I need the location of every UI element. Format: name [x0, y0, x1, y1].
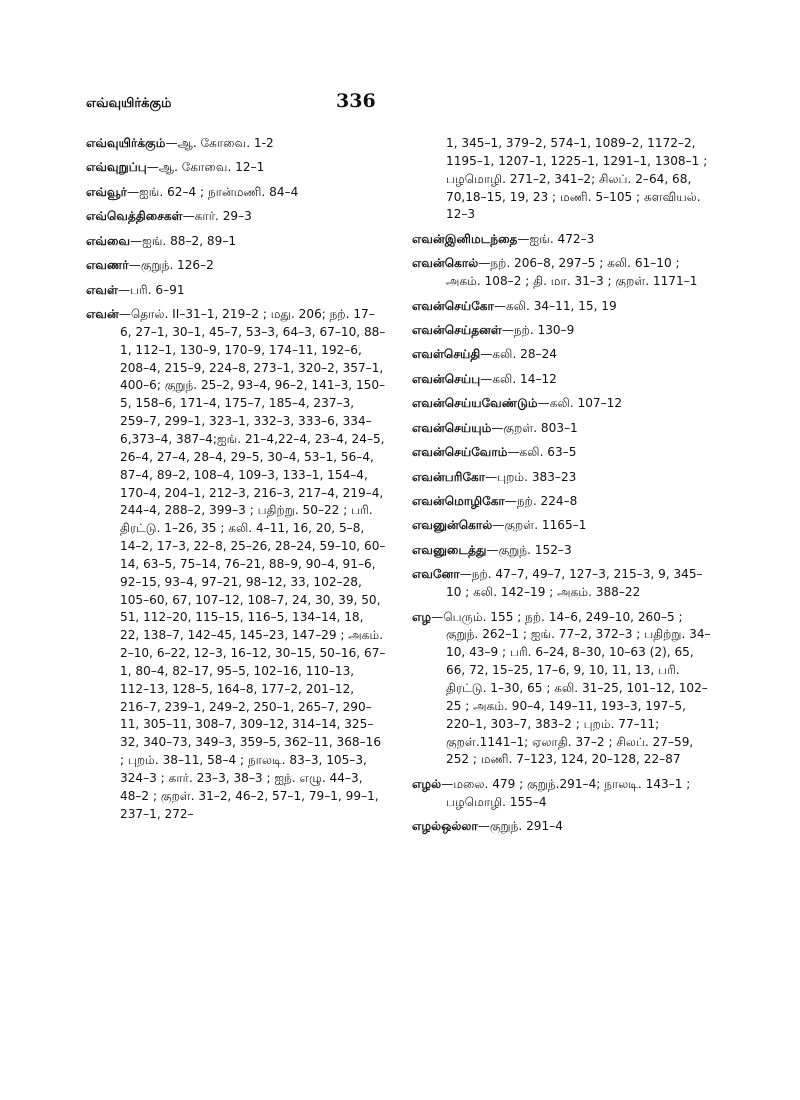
entry-references: —ஐங். 472–3 [517, 231, 595, 246]
entry-references: —குறுந். 152–3 [486, 542, 572, 557]
entry-headword: எவனோ [412, 567, 460, 582]
entry-headword: எவன்செய்தனள் [412, 322, 502, 337]
index-entry [412, 493, 716, 511]
entry-references: —கலி. 14–12 [480, 371, 557, 386]
index-entry [86, 306, 386, 823]
index-entry [412, 231, 716, 249]
index-entry [412, 420, 716, 438]
entry-headword: எவன்மொழிகோ [412, 494, 505, 509]
index-entry [412, 566, 716, 602]
entry-references: —ஆ. கோவை. 1-2 [165, 136, 274, 150]
entry-references: —நற். 130–9 [501, 322, 575, 337]
entry-headword: எவன்செய்கோ [412, 298, 494, 313]
index-entry [86, 184, 386, 202]
page-header [86, 90, 726, 120]
entry-references: —ஐங். 62–4 ; நான்மணி. 84–4 [126, 184, 299, 199]
page-number: 336 [336, 90, 376, 112]
index-entry [412, 346, 716, 364]
running-head: எவ்வுயிர்க்கும் [86, 96, 172, 111]
index-entry [86, 233, 386, 251]
index-entry [412, 818, 716, 836]
index-entry [86, 135, 386, 153]
index-entry [412, 609, 716, 770]
entry-headword: எவள்செய்தி [412, 347, 481, 362]
entry-headword: எழ [412, 609, 432, 624]
entry-references: —கலி. 107–12 [537, 396, 623, 411]
entry-headword: எவன்செய்யவேண்டும் [412, 396, 538, 411]
entry-headword: எவ்வூர் [86, 184, 127, 199]
index-entry [412, 542, 716, 560]
entry-references: —கலி. 63–5 [507, 445, 577, 460]
entry-references: —குறள். 803–1 [491, 420, 578, 435]
index-entry [412, 776, 716, 812]
entry-headword: எவ்வெத்திசைகள் [86, 209, 183, 224]
entry-headword: எவனுடைத்து [412, 542, 487, 557]
entry-headword: எவள் [86, 282, 118, 297]
entry-headword: எவணர் [86, 258, 129, 273]
entry-headword: எவன் [86, 307, 119, 322]
entry-headword: எவன்பரிகோ [412, 469, 486, 484]
index-entry [86, 282, 386, 300]
entry-headword: எவன்செய்பு [412, 371, 481, 386]
left-column [86, 135, 386, 830]
entry-headword: எவன்செய்வோம் [412, 445, 508, 460]
index-entry [412, 371, 716, 389]
entry-references: —தொல். II–31–1, 219–2 ; மது. 206; நற். 17–6, 27–1, 30–1, 45–7, 53–3, 64–3, 67–10, 88–1, 112–1, 130–9, 170–9, 174–11, 192–6, 208–4, 215–9, 224–8, 273–1, 320–2, 357–1, 400–6; குறுந். 25–2, 93–4, 96–2, 141–3, 150–5, 158–6, 171–4, 175–7, 185–4, 237–3, 259–7, 299–1, 323–1, 332–3, 333–6, 334–6,373–4, 387–4;ஐங். 21–4,22–4, 23–4, 24–5, 26–4, 27–4, 28–4, 29–5, 30–4, 53–1, 56–4, 87–4, 89–2, 108–4, 109–3, 133–1, 154–4, 170–4, 204–1, 212–3, 216–3, 217–4, 219–4, 244–4, 288–2, 399–3 ; பதிற்று. 50–22 ; பரி. திரட்டு. 1–26, 35 ; கலி. 4–11, 16, 20, 5–8, 14–2, 17–3, 22–8, 25–26, 28–24, 59–10, 60–14, 63–5, 75–14, 76–21, 88–9, 90–4, 91–6, 92–15, 93–4, 97–21, 98–12, 33, 102–28, 105–60, 67, 107–12, 108–7, 24, 30, 39, 50, 51, 112–20, 115–15, 116–5, 134–14, 18, 22, 138–7, 142–45, 145–23, 147–29 ; அகம். 2–10, 6–22, 12–3, 16–12, 30–15, 50–16, 67–1, 80–4, 82–17, 95–5, 102–16, 110–13, 112–13, 128–5, 164–8, 177–2, 201–12, 216–7, 239–1, 249–2, 250–1, 265–7, 290–11, 305–11, 308–7, 309–12, 314–14, 325–32, 340–73, 349–3, 359–5, 362–11, 368–16 ; புறம். 38–11, 58–4 ; நாலடி. 83–3, 105–3, 324–3 ; கார். 23–3, 38–3 ; ஐந். எழு. 44–3, 48–2 ; குறள். 31–2, 46–2, 57–1, 79–1, 99–1, 237–1, 272– [118, 307, 386, 821]
entry-references: —நற். 47–7, 49–7, 127–3, 215–3, 9, 345–10 ; கலி. 142–19 ; அகம். 388–22 [446, 567, 703, 600]
entry-references: —புறம். 383–23 [485, 469, 577, 484]
index-entry [412, 322, 716, 340]
entry-references: —மலை. 479 ; குறுந்.291–4; நாலடி. 143–1 ; பழமொழி. 155–4 [441, 776, 691, 809]
index-entry [412, 298, 716, 316]
entry-headword: எவ்வுயிர்க்கும் [86, 136, 166, 150]
entry-headword: எழல்ஒல்லா [412, 819, 478, 834]
entry-references: —குறள். 1165–1 [492, 518, 587, 533]
entry-references: —நற். 224–8 [504, 494, 578, 509]
entry-references: —கலி. 28–24 [480, 347, 557, 362]
entry-references: —கலி. 34–11, 15, 19 [493, 298, 617, 313]
entry-references: —ஐங். 88–2, 89–1 [130, 233, 237, 248]
continued-references: 1, 345–1, 379–2, 574–1, 1089–2, 1172–2, 1195–1, 1207–1, 1225–1, 1291–1, 1308–1 ; பழமொழி. 271–2, 341–2; சிலப். 2–64, 68, 70,18–15, 19, 23 ; மணி. 5–105 ; களவியல். 12–3 [446, 136, 708, 222]
index-entry [412, 517, 716, 535]
index-entry [412, 469, 716, 487]
entry-references: —பரி. 6–91 [117, 282, 185, 297]
entry-headword: எழல் [412, 776, 442, 791]
entry-references: —பெரும். 155 ; நற். 14–6, 249–10, 260–5 ; குறுந். 262–1 ; ஐங். 77–2, 372–3 ; பதிற்று. 34–10, 43–9 ; பரி. 6–24, 8–30, 10–63 (2), 65, 66, 72, 15–25, 17–6, 9, 10, 11, 13, பரி. திரட்டு. 1–30, 65 ; கலி. 31–25, 101–12, 102–25 ; அகம். 90–4, 149–11, 193–3, 197–5, 220–1, 303–7, 383–2 ; புறம். 77–11; குறள்.1141–1; ஏலாதி. 37–2 ; சிலப். 27–59, 252 ; மணி. 7–123, 124, 20–128, 22–87 [431, 609, 711, 767]
entry-headword: எவ்வுறுப்பு [86, 160, 147, 175]
right-column [412, 135, 716, 843]
entry-references: —குறுந். 291–4 [477, 819, 563, 834]
entry-headword: எவனுன்கொல் [412, 518, 493, 533]
entry-references: —நற். 206–8, 297–5 ; கலி. 61–10 ; அகம். 108–2 ; தி. மா. 31–3 ; குறள். 1171–1 [446, 256, 698, 289]
entry-references: —ஆ. கோவை. 12–1 [146, 160, 265, 175]
entry-references: —குறுந். 126–2 [128, 258, 214, 273]
entry-headword: எவன்இனிமடந்தை [412, 231, 518, 246]
index-entry [86, 159, 386, 177]
index-entry [86, 208, 386, 226]
entry-headword: எவ்வை [86, 233, 131, 248]
index-entry [412, 255, 716, 291]
entry-references: —கார். 29–3 [182, 209, 252, 224]
index-entry [412, 395, 716, 413]
index-entry [412, 444, 716, 462]
index-entry [86, 257, 386, 275]
entry-headword: எவன்செய்யும் [412, 420, 492, 435]
entry-headword: எவன்கொல் [412, 256, 479, 271]
